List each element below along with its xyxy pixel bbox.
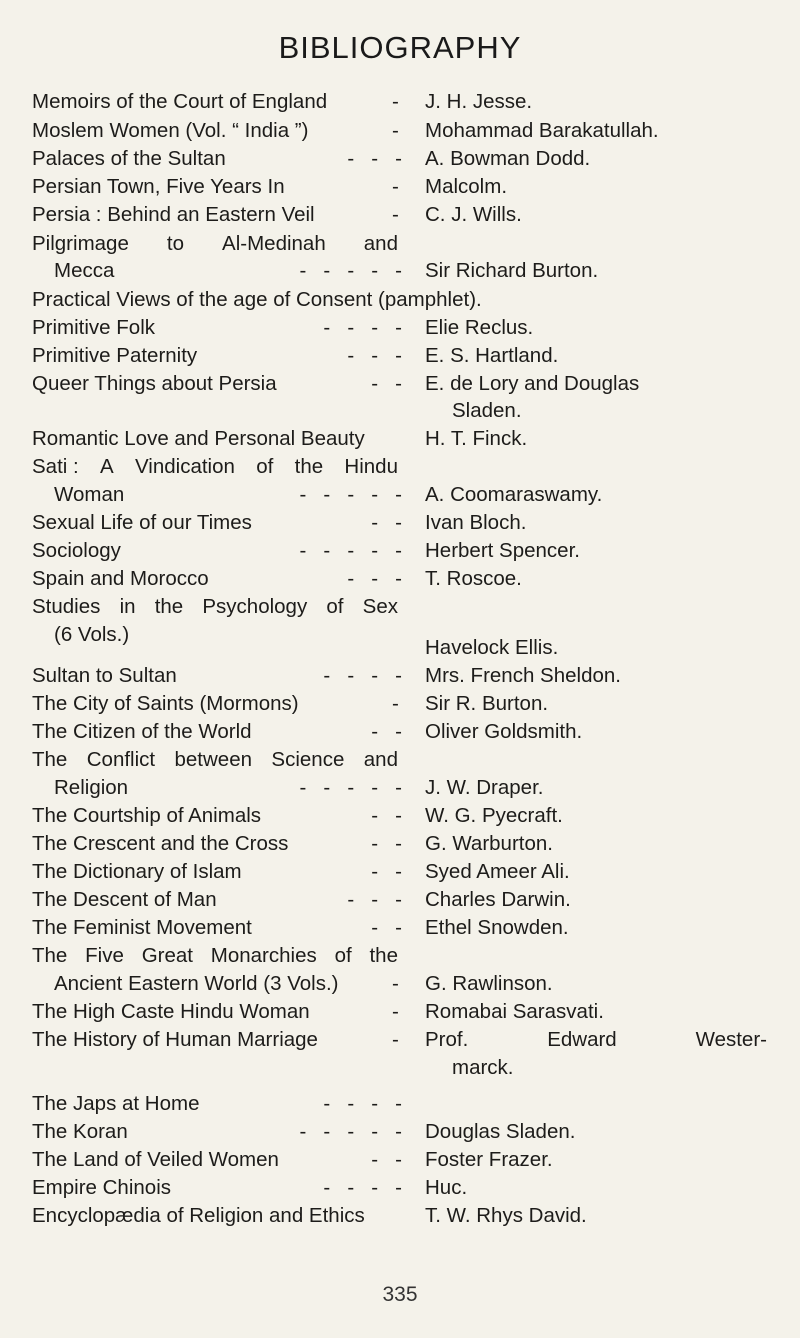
entry-word: The [32,748,68,771]
entry-author-word: Wester- [695,1028,767,1051]
entry-dash: - [392,972,399,995]
entry-author: Herbert Spencer. [425,539,580,562]
entry-word: of [334,944,352,967]
entry-dash: - - - [347,567,402,590]
entry-title: Palaces of the Sultan [32,147,226,170]
entry-title: Primitive Paternity [32,344,198,367]
entry-title: Queer Things about Persia [32,372,277,395]
entry-title: The Crescent and the Cross [32,832,289,855]
entry-title: Empire Chinois [32,1176,171,1199]
entry-word: and [363,748,398,771]
entry-word: Studies [32,595,101,618]
entry-title: The Citizen of the World [32,720,252,743]
entry-author: Syed Ameer Ali. [425,860,570,883]
page-number: 335 [382,1283,418,1306]
entry-author: H. T. Finck. [425,427,528,450]
entry-word: Science [271,748,345,771]
entry-dash: - - [371,832,402,855]
entry-word: in [119,595,136,618]
entry-title: Memoirs of the Court of England [32,90,328,113]
entry-author: Mohammad Barakatullah. [425,119,659,142]
entry-word: the [294,455,324,478]
entry-title: Sultan to Sultan [32,664,177,687]
entry-word: and [363,232,398,255]
entry-author: J. W. Draper. [425,776,544,799]
entry-word: Psychology [202,595,308,618]
entry-title: The Japs at Home [32,1092,200,1115]
entry-title: (6 Vols.) [54,623,130,646]
entry-word: Vindication [135,455,235,478]
entry-author-cont: marck. [452,1056,514,1079]
entry-author: Foster Frazer. [425,1148,553,1171]
entry-dash: - - [371,860,402,883]
entry-dash: - - [371,720,402,743]
entry-dash: - [392,175,399,198]
entry-dash: - - - - [323,1176,402,1199]
entry-title: The Land of Veiled Women [32,1148,279,1171]
entry-dash: - [392,1000,399,1023]
entry-word: Great [141,944,193,967]
entry-dash: - - - - [323,664,402,687]
entry-author: Huc. [425,1176,468,1199]
entry-dash: - - - [347,888,402,911]
entry-title-justified [32,595,398,619]
entry-title: Religion [54,776,129,799]
entry-dash: - - [371,511,402,534]
entry-title: Primitive Folk [32,316,156,339]
entry-word: Sati : [32,455,79,478]
entry-author: G. Rawlinson. [425,972,553,995]
entry-title: Ancient Eastern World (3 Vols.) [54,972,339,995]
entry-title: The Feminist Movement [32,916,252,939]
entry-word: of [256,455,274,478]
entry-author: A. Bowman Dodd. [425,147,591,170]
entry-author: Ivan Bloch. [425,511,527,534]
entry-word: of [326,595,344,618]
entry-author: Sir R. Burton. [425,692,549,715]
entry-dash: - [392,90,399,113]
entry-dash: - - [371,372,402,395]
entry-word: The [32,944,68,967]
entry-title-justified [32,748,398,772]
entry-word: the [154,595,184,618]
entry-dash: - - - - - [299,483,402,506]
entry-dash: - - - - - [299,1120,402,1143]
entry-word: to [166,232,184,255]
entry-word: between [174,748,253,771]
entry-title: Persia : Behind an Eastern Veil [32,203,315,226]
entry-dash: - - [371,804,402,827]
entry-author: Romabai Sarasvati. [425,1000,604,1023]
entry-word: the [369,944,398,967]
entry-author: A. Coomaraswamy. [425,483,603,506]
entry-author: Mrs. French Sheldon. [425,664,621,687]
entry-full: Practical Views of the age of Consent (pamphlet). [32,288,482,311]
entry-author: T. Roscoe. [425,567,522,590]
entry-dash: - - [371,1148,402,1171]
entry-dash: - - - - - [299,776,402,799]
entry-title: Sociology [32,539,121,562]
entry-title: The Koran [32,1120,128,1143]
entry-dash: - - - [347,147,402,170]
entry-title: Woman [54,483,125,506]
entry-title-justified [32,455,398,479]
entry-title: The High Caste Hindu Woman [32,1000,310,1023]
entry-author: J. H. Jesse. [425,90,533,113]
entry-word: Pilgrimage [32,232,129,255]
entry-author: T. W. Rhys David. [425,1204,587,1227]
entry-title-justified [32,232,398,256]
page-title: BIBLIOGRAPHY [278,30,522,65]
entry-dash: - - - [347,344,402,367]
entry-author-cont: Sladen. [452,399,522,422]
entry-word: Hindu [344,455,398,478]
entry-dash: - - - - - [299,539,402,562]
entry-title: Romantic Love and Personal Beauty [32,427,365,450]
entry-dash: - [392,692,399,715]
entry-dash: - [392,203,399,226]
entry-author: E. S. Hartland. [425,344,559,367]
entry-title: Mecca [54,259,115,282]
entry-author-word: Edward [547,1028,617,1051]
entry-author: Douglas Sladen. [425,1120,576,1143]
entry-dash: - [392,1028,399,1051]
entry-word: Monarchies [210,944,317,967]
entry-title: Persian Town, Five Years In [32,175,285,198]
entry-title: The Descent of Man [32,888,217,911]
entry-word: Five [85,944,124,967]
entry-word: Conflict [86,748,156,771]
entry-author: G. Warburton. [425,832,553,855]
entry-author: E. de Lory and Douglas [425,372,640,395]
entry-author: Elie Reclus. [425,316,534,339]
entry-author: Charles Darwin. [425,888,571,911]
entry-dash: - [392,119,399,142]
entry-author: Oliver Goldsmith. [425,720,583,743]
entry-dash: - - - - [323,1092,402,1115]
entry-dash: - - [371,916,402,939]
entry-title: Spain and Morocco [32,567,209,590]
entry-word: A [100,455,114,478]
entry-author-word: Prof. [425,1028,469,1051]
entry-title: Moslem Women (Vol. “ India ”) [32,119,309,142]
entry-author-justified [425,1028,767,1052]
entry-title: Sexual Life of our Times [32,511,252,534]
entry-word: Sex [362,595,398,618]
entry-title: The Courtship of Animals [32,804,262,827]
entry-title: The City of Saints (Mormons) [32,692,299,715]
entry-author: C. J. Wills. [425,203,522,226]
entry-title-justified [32,944,398,968]
entry-title: The History of Human Marriage [32,1028,318,1051]
entry-author: Havelock Ellis. [425,636,559,659]
entry-dash: - - - - [323,316,402,339]
entry-title: The Dictionary of Islam [32,860,242,883]
entry-dash: - - - - - [299,259,402,282]
entry-author: Sir Richard Burton. [425,259,599,282]
entry-title: Encyclopædia of Religion and Ethics [32,1204,365,1227]
entry-author: W. G. Pyecraft. [425,804,563,827]
entry-author: Ethel Snowden. [425,916,569,939]
entry-author: Malcolm. [425,175,508,198]
entry-word: Al-Medinah [222,232,326,255]
